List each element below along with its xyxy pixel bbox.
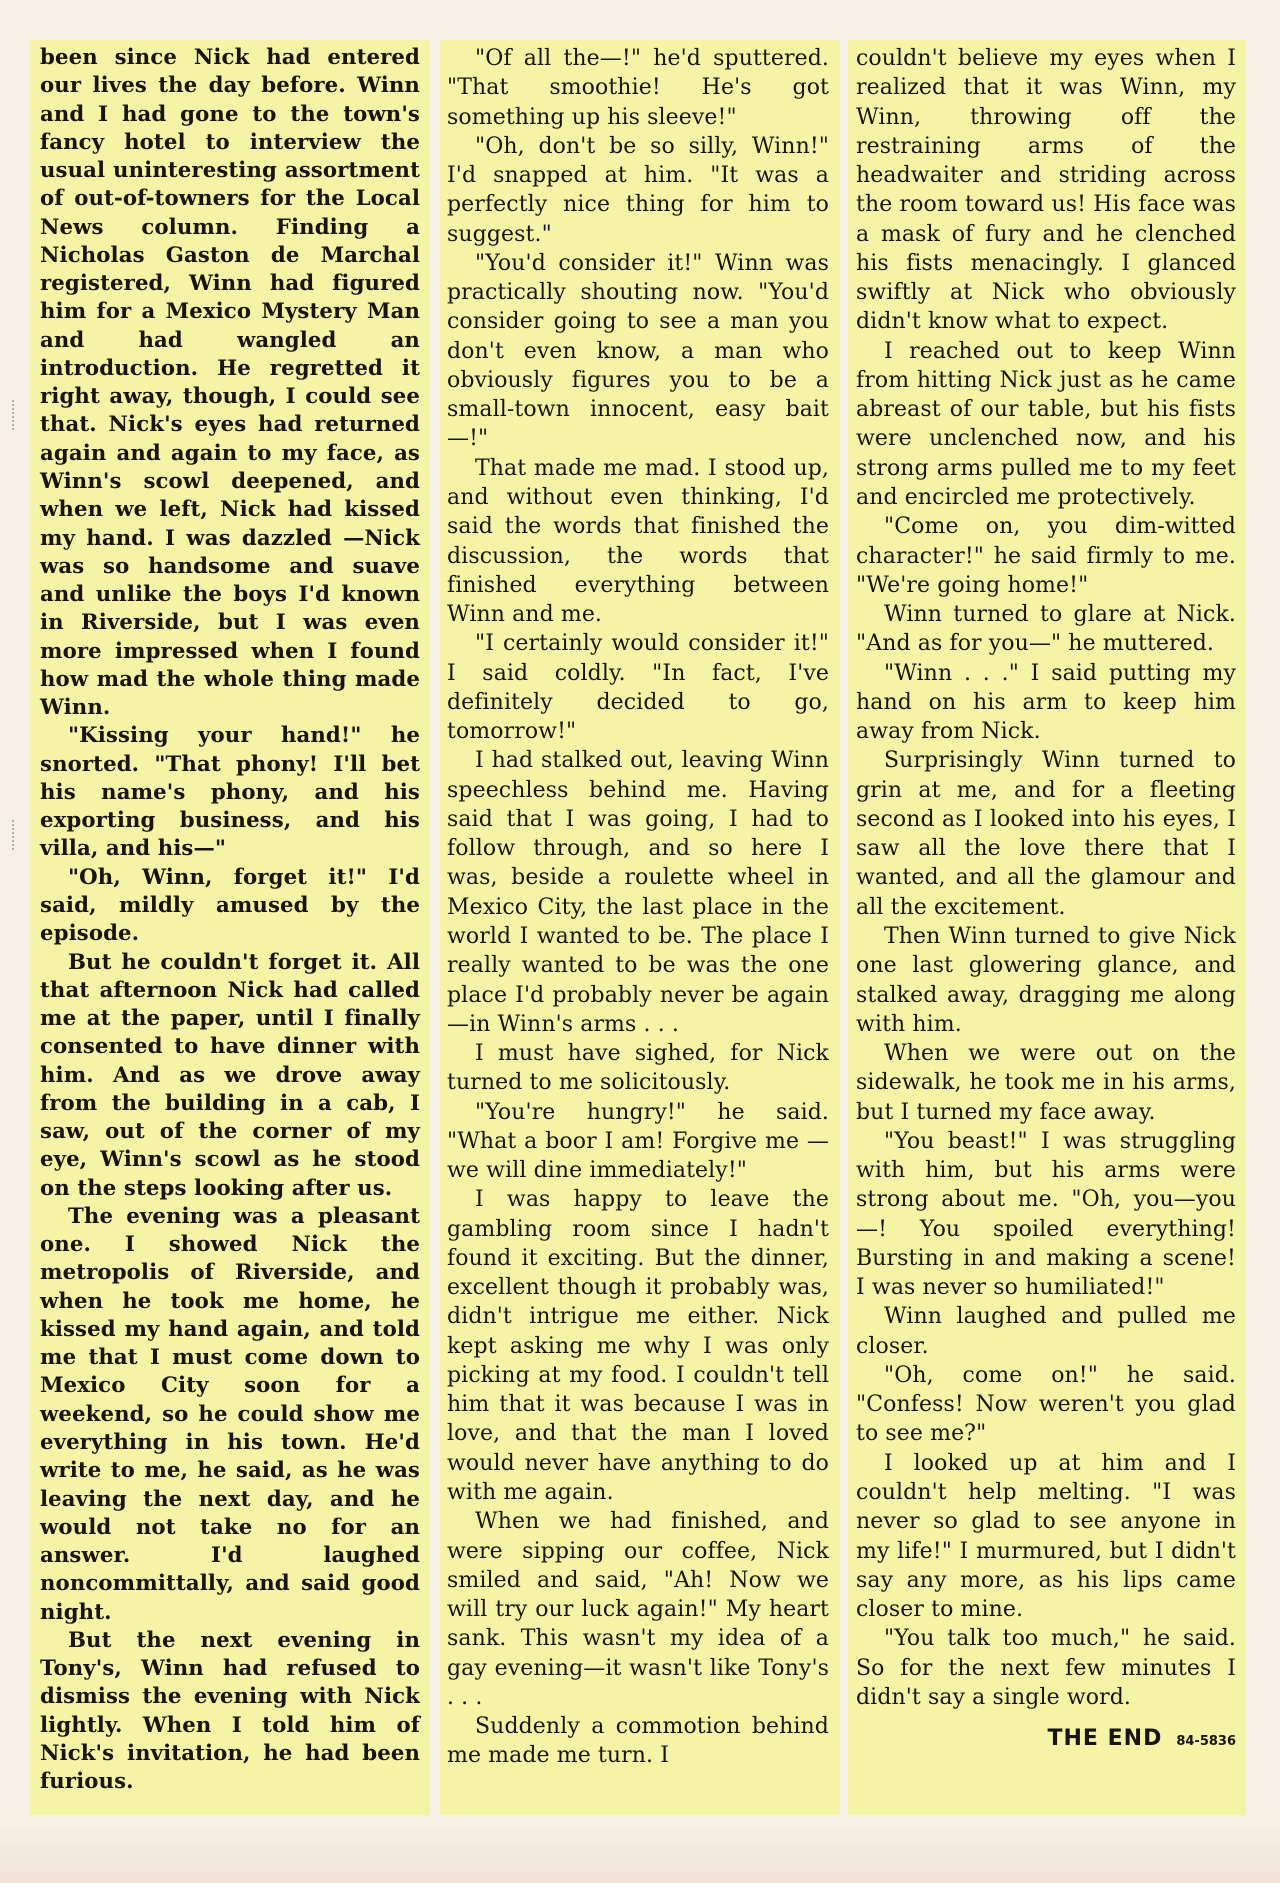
text-column-2 [447, 44, 829, 1771]
paragraph: The evening was a pleasant one. I showed Nick the metropolis of Riverside, and when he took me home, he kissed my hand again, and told me that I must come down to Mexico City soon for a weekend, so he could show me everything in his town. He'd write to me, he said, as he was leaving the next day, and he would not take no for an answer. I'd laughed noncommittally, and said good night. [40, 1203, 420, 1625]
page-code: 84-5836 [1176, 1734, 1236, 1750]
paragraph: "Of all the—!" he'd sputtered. "That smoothie! He's got something up his sleeve!" [447, 46, 829, 130]
paragraph: "Oh, Winn, forget it!" I'd said, mildly amused by the episode. [40, 864, 420, 947]
paragraph: I was happy to leave the gambling room since I hadn't found it exciting. But the dinner, excellent though it probably was, didn't intrigue me either. Nick kept asking me why I was only picking at my food. I couldn't tell him that it was because I was in love, and that the man I loved would never have anything to do with me again. [447, 1187, 829, 1506]
paragraph: Surprisingly Winn turned to grin at me, and for a fleeting second as I looked into his eyes, I saw all the love there that I wanted, and all the glamour and all the excitement. [856, 748, 1236, 920]
paragraph: Winn turned to glare at Nick. "And as for you—" he muttered. [856, 602, 1236, 657]
paragraph: couldn't believe my eyes when I realized that it was Winn, my Winn, throwing off the restraining arms of the headwaiter and striding across the room toward us! His face was a mask of fury and he clenched his fists menacingly. I glanced swiftly at Nick who obviously didn't know what to expect. [856, 46, 1236, 335]
paragraph: "Oh, don't be so silly, Winn!" I'd snapped at him. "It was a perfectly nice thing for him to suggest." [447, 133, 829, 247]
paragraph: I reached out to keep Winn from hitting Nick just as he came abreast of our table, but his fists were unclenched now, and his strong arms pulled me to my feet and encircled me protectively. [856, 338, 1236, 510]
the-end-label: THE END [1047, 1726, 1163, 1752]
paragraph: Suddenly a commotion behind me made me turn. I [447, 1714, 829, 1769]
paragraph: "You beast!" I was struggling with him, but his arms were strong about me. "Oh, you—you —! You spoiled everything! Bursting in and making a scene! I was never so humiliated!" [856, 1128, 1236, 1301]
paragraph: "Come on, you dim-witted character!" he said firmly to me. "We're going home!" [856, 514, 1236, 598]
paragraph: But the next evening in Tony's, Winn had refused to dismiss the evening with Nick lightly. When I told him of Nick's invitation, he had been furious. [40, 1627, 420, 1795]
paragraph: Winn laughed and pulled me closer. [856, 1304, 1236, 1359]
paragraph: been since Nick had entered our lives the day before. Winn and I had gone to the town's fancy hotel to interview the usual uninteresting assortment of out-of-towners for the Local News column. Finding a Nicholas Gaston de Marchal registered, Winn had figured him for a Mexico Mystery Man and had wangled an introduction. He regretted it right away, though, I could see that. Nick's eyes had returned again and again to my face, as Winn's scowl deepened, and when we left, Nick had kissed my hand. I was dazzled —Nick was so handsome and suave and unlike the boys I'd known in Riverside, but I was even more impressed when I found how mad the whole thing made Winn. [40, 45, 420, 721]
paragraph: "Winn . . ." I said putting my hand on his arm to keep him away from Nick. [856, 660, 1236, 745]
text-column-1 [40, 44, 420, 1796]
margin-smudge [12, 400, 24, 430]
paragraph: When we were out on the sidewalk, he took me in his arms, but I turned my face away. [856, 1041, 1236, 1125]
paragraph: I had stalked out, leaving Winn speechless behind me. Having said that I was going, I had to follow through, and so here I was, beside a roulette wheel in Mexico City, the last place in the world I wanted to be. The place I really wanted to be was the one place I'd probably never be again—in Winn's arms . . . [447, 748, 829, 1037]
paragraph: Then Winn turned to give Nick one last glowering glance, and stalked away, dragging me along with him. [856, 923, 1236, 1037]
paragraph: That made me mad. I stood up, and without even thinking, I'd said the words that finished the discussion, the words that finished everything between Winn and me. [447, 455, 829, 628]
paragraph: When we had finished, and were sipping our coffee, Nick smiled and said, "Ah! Now we will try our luck again!" My heart sank. This wasn't my idea of a gay evening—it wasn't like Tony's . . . [447, 1509, 829, 1710]
paragraph: "You talk too much," he said. So for the next few minutes I didn't say a single word. [856, 1626, 1236, 1710]
bottom-margin [0, 1817, 1280, 1883]
the-end-line [856, 1724, 1236, 1756]
paragraph: I looked up at him and I couldn't help melting. "I was never so glad to see anyone in my life!" I murmured, but I didn't say any more, as his lips came closer to mine. [856, 1450, 1236, 1623]
paragraph: "You'd consider it!" Winn was practically shouting now. "You'd consider going to see a man you don't even know, a man who obviously figures you to be a small-town innocent, easy bait—!" [447, 250, 829, 452]
paragraph: "You're hungry!" he said. "What a boor I am! Forgive me —we will dine immediately!" [447, 1099, 829, 1184]
margin-smudge [12, 820, 24, 850]
paragraph: "I certainly would consider it!" I said coldly. "In fact, I've definitely decided to go, tomorrow!" [447, 631, 829, 745]
paragraph: "Oh, come on!" he said. "Confess! Now weren't you glad to see me?" [856, 1362, 1236, 1447]
paragraph: I must have sighed, for Nick turned to me solicitously. [447, 1041, 829, 1096]
paragraph: "Kissing your hand!" he snorted. "That phony! I'll bet his name's phony, and his exporting business, and his villa, and his—" [40, 723, 420, 862]
text-column-3 [856, 44, 1236, 1756]
paragraph: But he couldn't forget it. All that afternoon Nick had called me at the paper, until I finally consented to have dinner with him. And as we drove away from the building in a cab, I saw, out of the corner of my eye, Winn's scowl as he stood on the steps looking after us. [40, 949, 420, 1201]
column-3-body [856, 44, 1236, 1712]
